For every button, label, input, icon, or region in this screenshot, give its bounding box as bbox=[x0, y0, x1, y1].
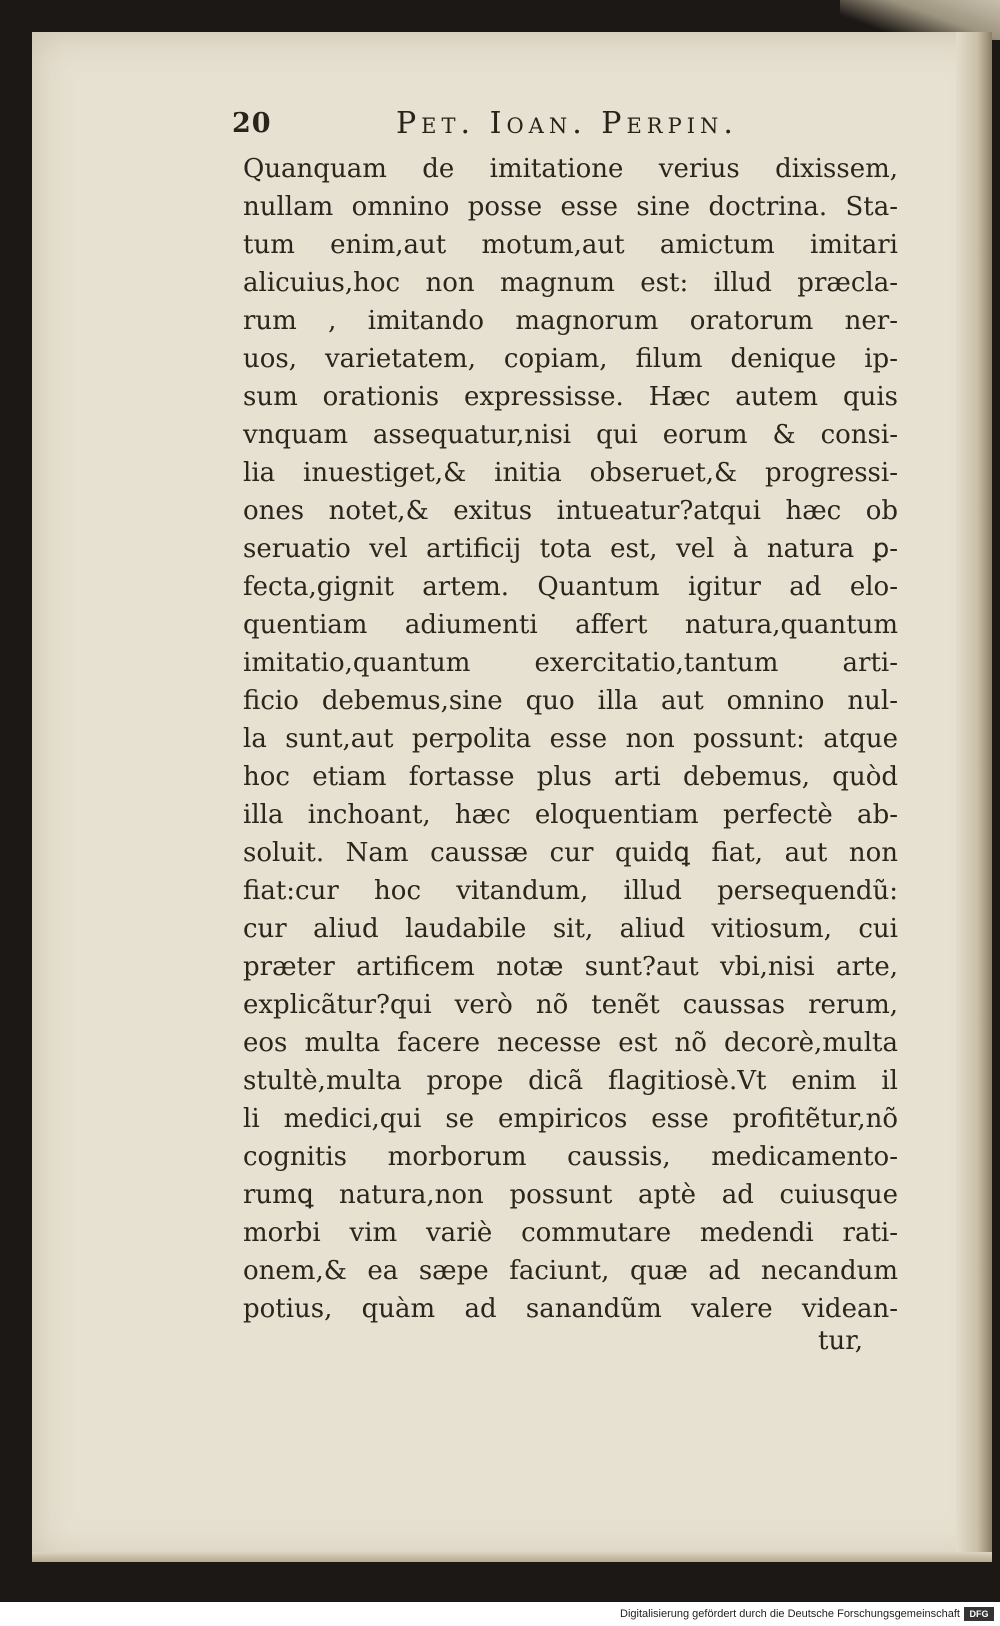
text-line: rum , imitando magnorum oratorum ner- bbox=[243, 306, 898, 336]
text-line: fecta,gignit artem. Quantum igitur ad elo- bbox=[243, 572, 898, 602]
text-line: onem,& ea sæpe faciunt, quæ ad necandum bbox=[243, 1256, 898, 1286]
text-line: lia inuestiget,& initia obseruet,& progressi- bbox=[243, 458, 898, 488]
text-line: cur aliud laudabile sit, aliud vitiosum, cui bbox=[243, 914, 898, 944]
text-line: la sunt,aut perpolita esse non possunt: atque bbox=[243, 724, 898, 754]
text-line: præter artificem notæ sunt?aut vbi,nisi arte, bbox=[243, 952, 898, 982]
text-line: ficio debemus,sine quo illa aut omnino nul- bbox=[243, 686, 898, 716]
digitization-footer bbox=[0, 1602, 1000, 1626]
text-line: alicuius,hoc non magnum est: illud præcla- bbox=[243, 268, 898, 298]
running-head-title: Pet. Ioan. Perpin. bbox=[396, 106, 738, 141]
text-line: illa inchoant, hæc eloquentiam perfectè ab- bbox=[243, 800, 898, 830]
text-line: tum enim,aut motum,aut amictum imitari bbox=[243, 230, 898, 260]
catchword: tur, bbox=[818, 1326, 864, 1356]
text-line: seruatio vel artificij tota est, vel à natura ꝑ- bbox=[243, 534, 898, 564]
text-line: sum orationis expressisse. Hæc autem quis bbox=[243, 382, 898, 412]
text-line: soluit. Nam caussæ cur quidꝗ fiat, aut non bbox=[243, 838, 898, 868]
running-head bbox=[232, 108, 832, 148]
text-line: eos multa facere necesse est nõ decorè,multa bbox=[243, 1028, 898, 1058]
text-line: stultè,multa prope dicã flagitiosè.Vt enim il bbox=[243, 1066, 898, 1096]
text-line: nullam omnino posse esse sine doctrina. Sta- bbox=[243, 192, 898, 222]
text-line: potius, quàm ad sanandũm valere videan- bbox=[243, 1294, 898, 1324]
text-line: cognitis morborum caussis, medicamento- bbox=[243, 1142, 898, 1172]
text-line: li medici,qui se empiricos esse profitẽtur,nõ bbox=[243, 1104, 898, 1134]
text-line: ones notet,& exitus intueatur?atqui hæc ob bbox=[243, 496, 898, 526]
text-line: uos, varietatem, copiam, filum denique ip- bbox=[243, 344, 898, 374]
dfg-logo: DFG bbox=[964, 1607, 994, 1621]
text-line: rumꝗ natura,non possunt aptè ad cuiusque bbox=[243, 1180, 898, 1210]
text-line: quentiam adiumenti affert natura,quantum bbox=[243, 610, 898, 640]
text-line: vnquam assequatur,nisi qui eorum & consi- bbox=[243, 420, 898, 450]
text-line: morbi vim variè commutare medendi rati- bbox=[243, 1218, 898, 1248]
footer-credit-text: Digitalisierung gefördert durch die Deutsche Forschungsgemeinschaft bbox=[620, 1608, 960, 1620]
text-line: fiat:cur hoc vitandum, illud persequendũ: bbox=[243, 876, 898, 906]
text-line: Quanquam de imitatione verius dixissem, bbox=[243, 154, 898, 184]
text-line: imitatio,quantum exercitatio,tantum arti- bbox=[243, 648, 898, 678]
body-text bbox=[243, 150, 898, 1328]
text-line: explicãtur?qui verò nõ tenẽt caussas rerum, bbox=[243, 990, 898, 1020]
page-number: 20 bbox=[232, 108, 272, 139]
text-line: hoc etiam fortasse plus arti debemus, quòd bbox=[243, 762, 898, 792]
page-fore-edge bbox=[956, 32, 992, 1562]
page-bottom-edge bbox=[32, 1552, 992, 1562]
